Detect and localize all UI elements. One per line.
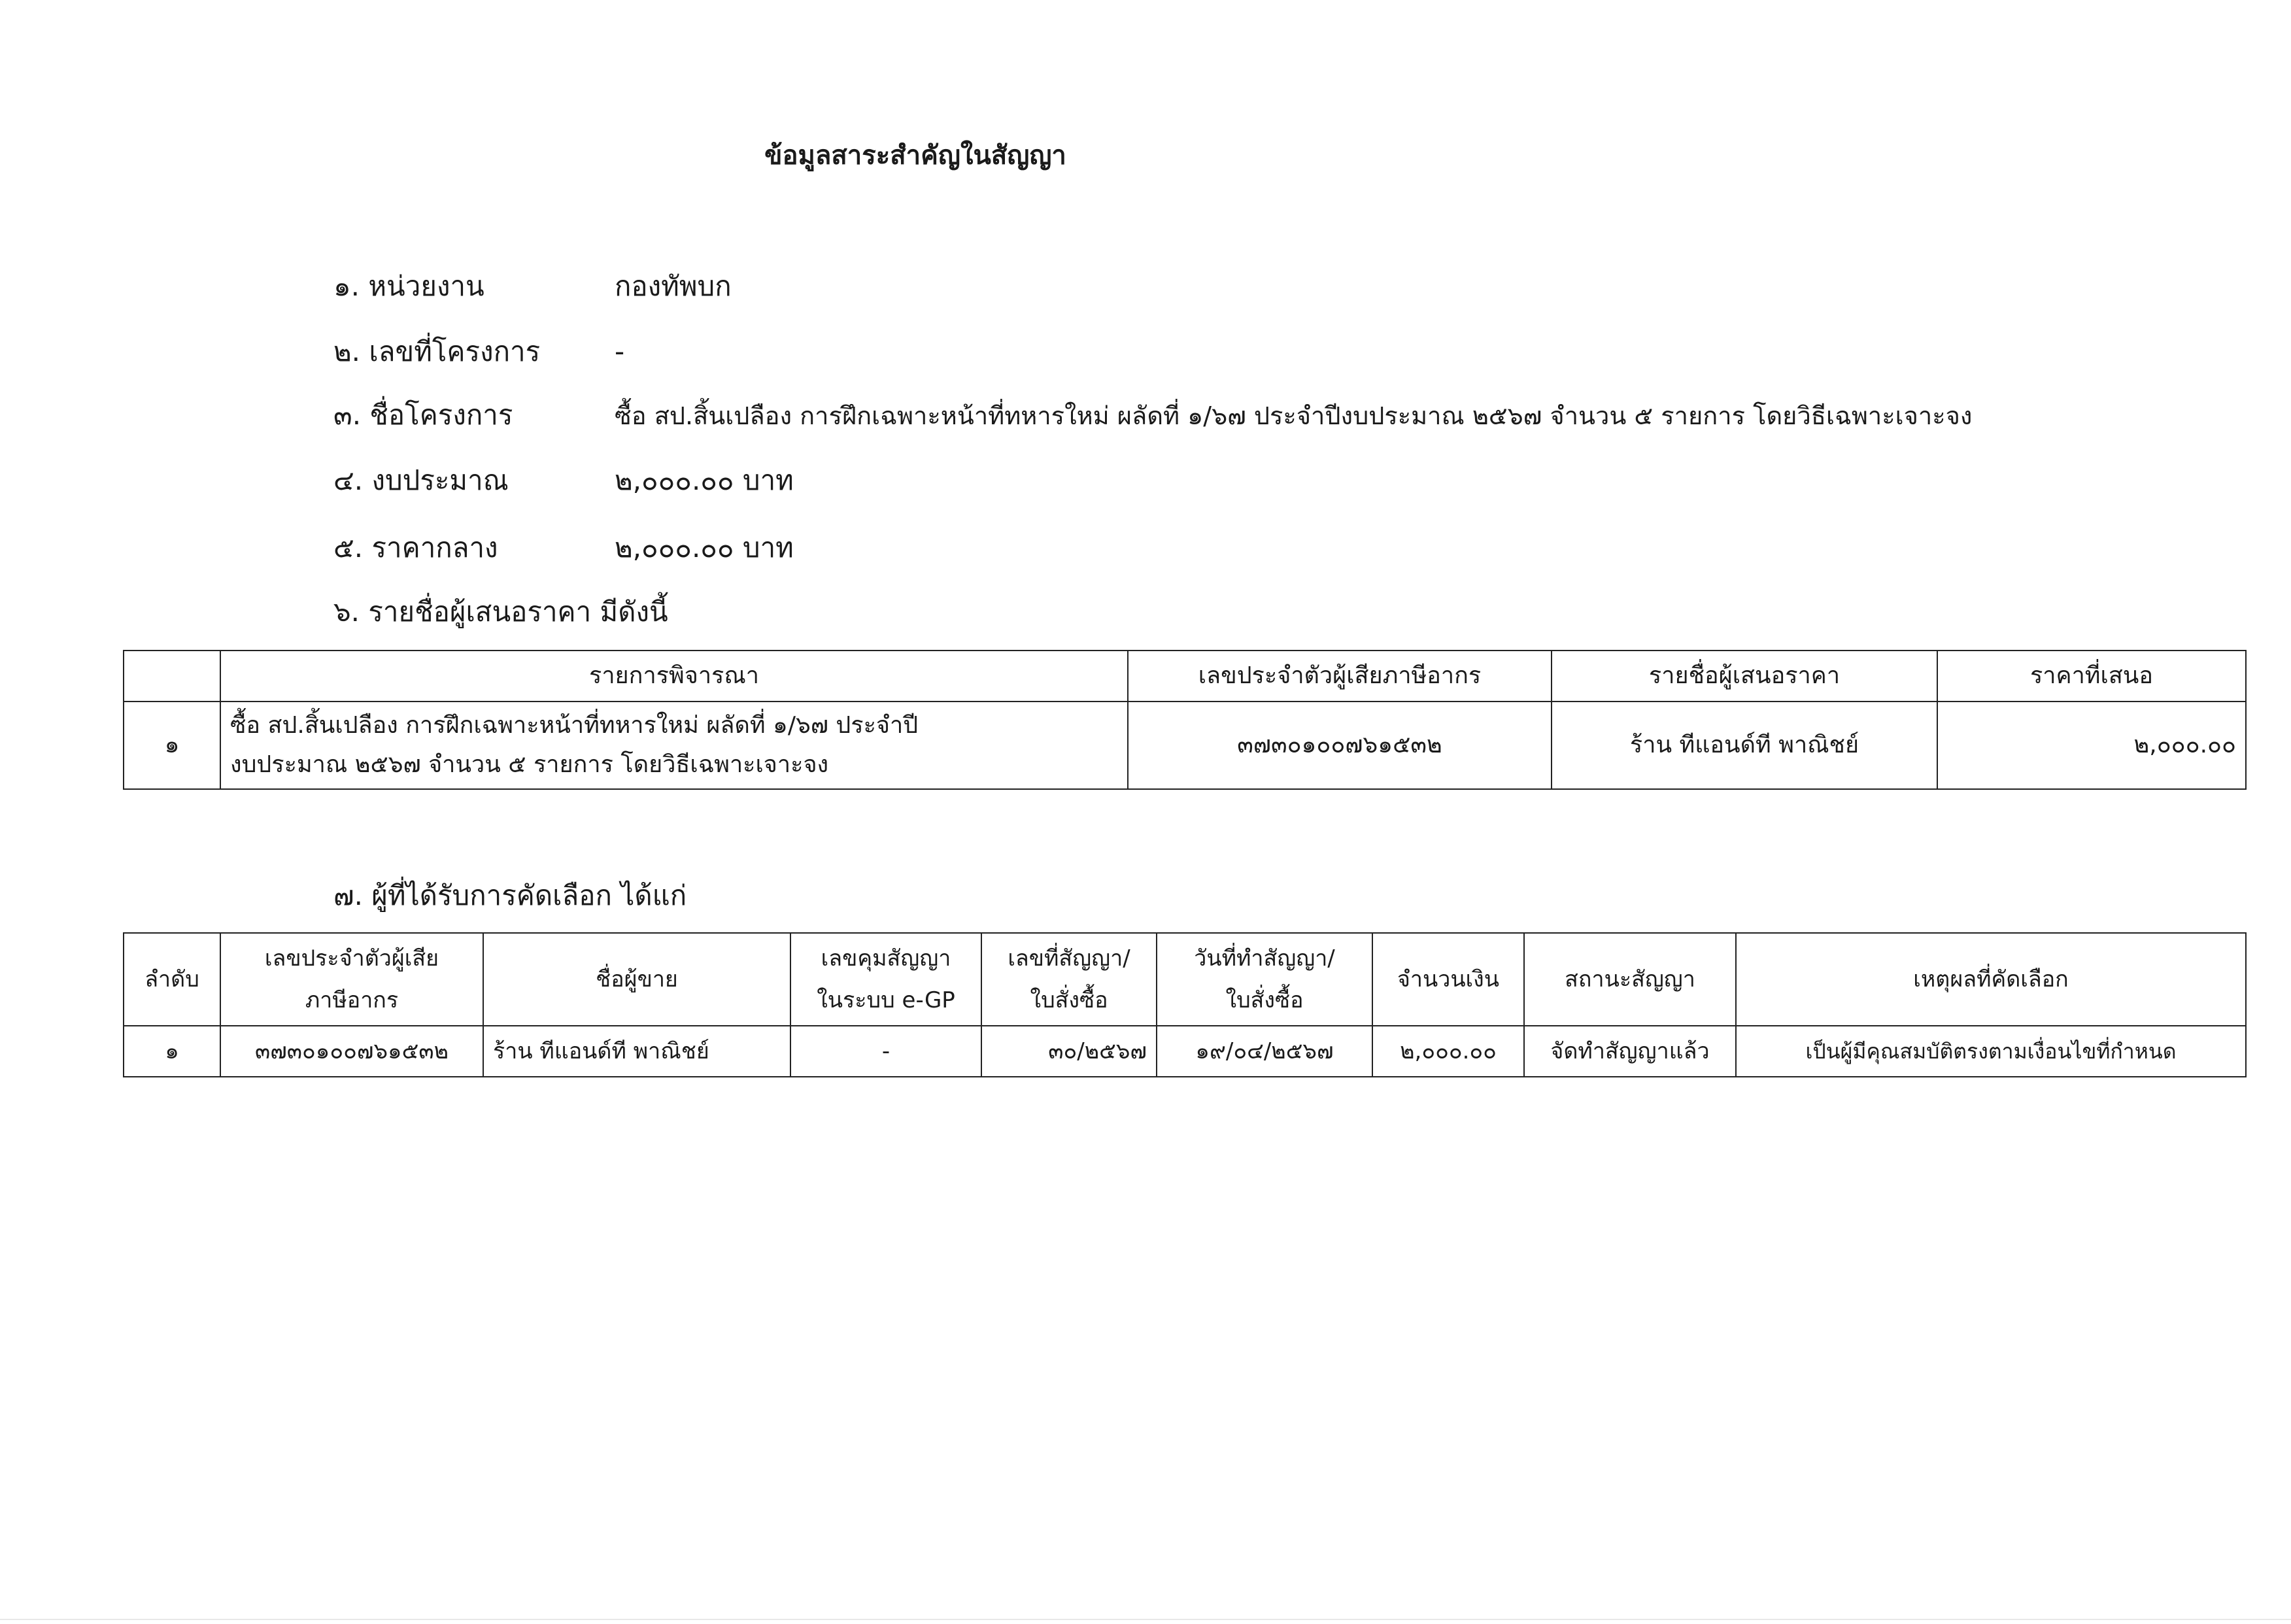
column-header-price: ราคาที่เสนอ bbox=[1937, 651, 2246, 702]
column-header-line: ภาษีอากร bbox=[305, 987, 399, 1013]
column-header-reason: เหตุผลที่คัดเลือก bbox=[1736, 933, 2246, 1026]
selected-table bbox=[123, 932, 2247, 1077]
page-title: ข้อมูลสาระสำคัญในสัญญา bbox=[764, 141, 1066, 171]
cell-amount: ๒,๐๐๐.๐๐ bbox=[1372, 1026, 1524, 1077]
field-label: ๔. งบประมาณ bbox=[333, 464, 509, 496]
cell-no: ๑ bbox=[124, 1026, 220, 1077]
field-value: กองทัพบก bbox=[615, 270, 732, 302]
field-project-number bbox=[333, 333, 624, 370]
bidders-heading: ๖. รายชื่อผู้เสนอราคา มีดังนี้ bbox=[333, 596, 668, 628]
column-header-egp bbox=[790, 933, 981, 1026]
field-value: - bbox=[615, 335, 625, 367]
cell-tax-id: ๓๗๓๐๑๐๐๗๖๑๕๓๒ bbox=[1128, 702, 1552, 789]
column-header-line: เลขคุมสัญญา bbox=[821, 945, 951, 972]
field-value: ซื้อ สป.สิ้นเปลือง การฝึกเฉพาะหน้าที่ทหารใหม่ ผลัดที่ ๑/๖๗ ประจำปีงบประมาณ ๒๕๖๗ จำนวน ๕ รายการ โดยวิธีเฉพาะเจาะจง bbox=[615, 401, 1973, 430]
field-budget bbox=[333, 462, 794, 499]
cell-tax-id: ๓๗๓๐๑๐๐๗๖๑๕๓๒ bbox=[220, 1026, 483, 1077]
column-header-status: สถานะสัญญา bbox=[1524, 933, 1736, 1026]
table-row bbox=[124, 1026, 2246, 1077]
table-header-row bbox=[124, 651, 2246, 702]
column-header-line: ใบสั่งซื้อ bbox=[1225, 987, 1304, 1013]
column-header-line: ในระบบ e-GP bbox=[817, 987, 955, 1013]
column-header-line: เลขประจำตัวผู้เสีย bbox=[264, 945, 439, 972]
table-row bbox=[124, 702, 2246, 789]
cell-item-line2: งบประมาณ ๒๕๖๗ จำนวน ๕ รายการ โดยวิธีเฉพาะเจาะจง bbox=[230, 751, 829, 778]
column-header-contract-no bbox=[981, 933, 1157, 1026]
selected-heading: ๗. ผู้ที่ได้รับการคัดเลือก ได้แก่ bbox=[333, 879, 687, 911]
cell-reason: เป็นผู้มีคุณสมบัติตรงตามเงื่อนไขที่กำหนด bbox=[1736, 1026, 2246, 1077]
column-header-line: วันที่ทำสัญญา/ bbox=[1194, 945, 1335, 972]
scan-edge-divider bbox=[0, 1619, 2291, 1620]
column-header-tax-id: เลขประจำตัวผู้เสียภาษีอากร bbox=[1128, 651, 1552, 702]
cell-bidder: ร้าน ทีแอนด์ที พาณิชย์ bbox=[1552, 702, 1937, 789]
column-header-line: ใบสั่งซื้อ bbox=[1030, 987, 1108, 1013]
field-median-price bbox=[333, 530, 794, 566]
cell-item-line1: ซื้อ สป.สิ้นเปลือง การฝึกเฉพาะหน้าที่ทหารใหม่ ผลัดที่ ๑/๖๗ ประจำปี bbox=[230, 712, 919, 739]
cell-price: ๒,๐๐๐.๐๐ bbox=[1937, 702, 2246, 789]
column-header-tax-id bbox=[220, 933, 483, 1026]
column-header-no bbox=[124, 651, 220, 702]
column-header-amount: จำนวนเงิน bbox=[1372, 933, 1524, 1026]
field-project-name bbox=[333, 397, 1972, 434]
field-label: ๑. หน่วยงาน bbox=[333, 270, 484, 302]
field-label: ๒. เลขที่โครงการ bbox=[333, 335, 541, 367]
column-header-seller: ชื่อผู้ขาย bbox=[483, 933, 790, 1026]
cell-no: ๑ bbox=[124, 702, 220, 789]
cell-contract-no: ๓๐/๒๕๖๗ bbox=[981, 1026, 1157, 1077]
cell-item bbox=[220, 702, 1128, 789]
column-header-date bbox=[1157, 933, 1372, 1026]
cell-date: ๑๙/๐๔/๒๕๖๗ bbox=[1157, 1026, 1372, 1077]
field-label: ๕. ราคากลาง bbox=[333, 532, 498, 564]
cell-egp: - bbox=[790, 1026, 981, 1077]
cell-status: จัดทำสัญญาแล้ว bbox=[1524, 1026, 1736, 1077]
cell-seller: ร้าน ทีแอนด์ที พาณิชย์ bbox=[483, 1026, 790, 1077]
column-header-line: เลขที่สัญญา/ bbox=[1008, 945, 1130, 972]
field-value: ๒,๐๐๐.๐๐ บาท bbox=[615, 464, 794, 496]
field-agency bbox=[333, 268, 732, 305]
table-header-row bbox=[124, 933, 2246, 1026]
field-label: ๓. ชื่อโครงการ bbox=[333, 399, 513, 431]
column-header-item: รายการพิจารณา bbox=[220, 651, 1128, 702]
column-header-bidder: รายชื่อผู้เสนอราคา bbox=[1552, 651, 1937, 702]
column-header-no: ลำดับ bbox=[124, 933, 220, 1026]
field-value: ๒,๐๐๐.๐๐ บาท bbox=[615, 532, 794, 564]
bidders-table bbox=[123, 650, 2247, 790]
